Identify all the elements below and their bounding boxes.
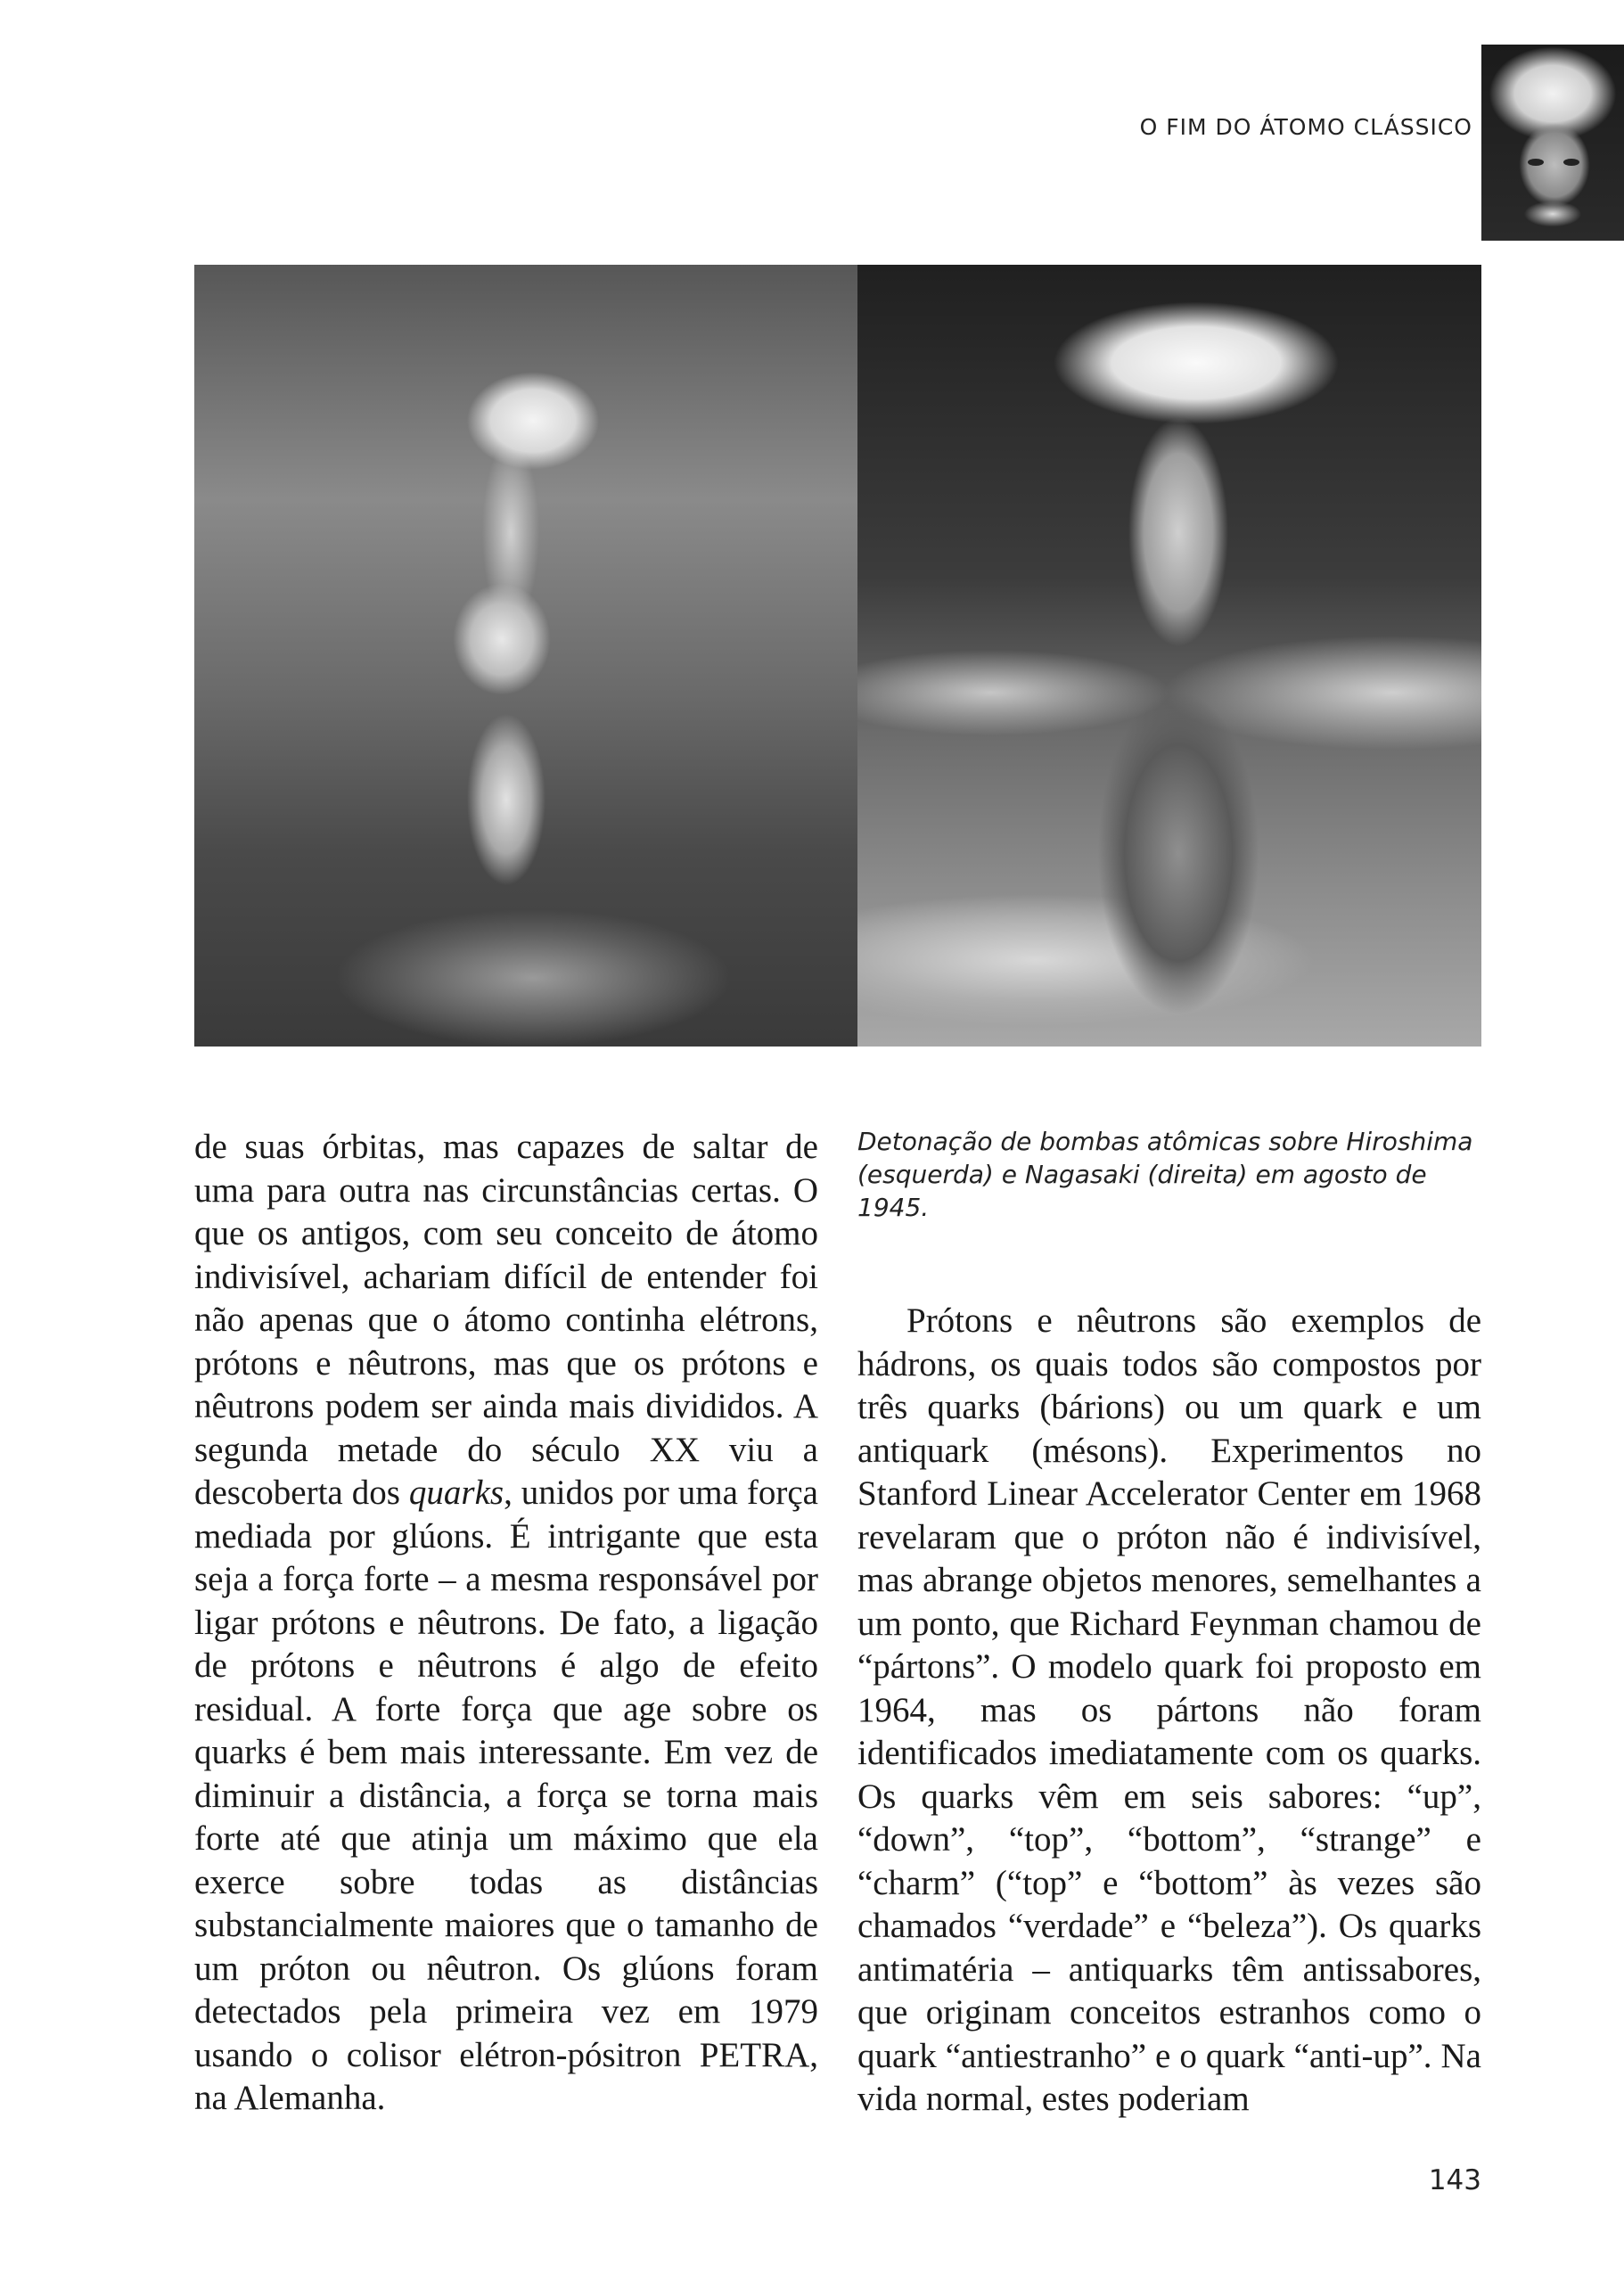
left-column-text xyxy=(194,1126,818,2121)
right-column-text xyxy=(857,1300,1481,2122)
portrait-right-eye xyxy=(1563,159,1579,166)
page-number: 143 xyxy=(1428,2164,1481,2196)
hiroshima-mushroom-cloud-photo xyxy=(194,265,857,1047)
einstein-portrait-thumbnail xyxy=(1481,45,1624,241)
figure-caption: Detonação de bombas atômicas sobre Hiroshima (esquerda) e Nagasaki (direita) em agosto de 1945. xyxy=(857,1127,1473,1222)
running-head: O FIM DO ÁTOMO CLÁSSICO xyxy=(1139,114,1472,140)
left-text-part-1: de suas órbitas, mas capazes de saltar de uma para outra nas circunstâncias certas. O que os antigos, com seu conceito de átomo indivisível, achariam difícil de entender foi não apenas que o átomo continha elétrons, prótons e nêutrons, mas que os prótons e nêutrons podem ser ainda mais divididos. A segunda metade do século XX viu a descoberta dos xyxy=(194,1128,818,1512)
portrait-left-eye xyxy=(1528,159,1544,166)
left-text-part-2: , unidos por uma força mediada por glúons. É intrigante que esta seja a força forte – a mesma responsável por ligar prótons e nêutrons. De fato, a ligação de prótons e nêutrons é algo de efeito residual. A forte força que age sobre os quarks é bem mais interessante. Em vez de diminuir a distância, a força se torna mais forte até que atinja um máximo que ela exerce sobre todas as distâncias substancialmente maiores que o tamanho de um próton ou nêutron. Os glúons foram detectados pela primeira vez em 1979 usando o colisor elétron-pósitron PETRA, na Alemanha. xyxy=(194,1473,818,2117)
left-column-paragraph xyxy=(194,1126,818,2121)
quarks-italic-term: quarks xyxy=(408,1473,504,1512)
nagasaki-mushroom-cloud-photo xyxy=(857,265,1481,1047)
right-column-paragraph: Prótons e nêutrons são exemplos de hádrons, os quais todos são compostos por três quarks (bárions) ou um quark e um antiquark (mésons). Experimentos no Stanford Linear Accelerator Center em 1968 revelaram que o próton não é indivisível, mas abrange objetos menores, semelhantes a um ponto, que Richard Feynman chamou de “pártons”. O modelo quark foi proposto em 1964, mas os pártons não foram identificados imediatamente com os quarks. Os quarks vêm em seis sabores: “up”, “down”, “top”, “bottom”, “strange” e “charm” (“top” e “bottom” às vezes são chamados “verdade” e “beleza”). Os quarks antimatéria – antiquarks têm antissabores, que originam conceitos estranhos como o quark “antiestranho” e o quark “anti-up”. Na vida normal, estes poderiam xyxy=(857,1301,1481,2118)
